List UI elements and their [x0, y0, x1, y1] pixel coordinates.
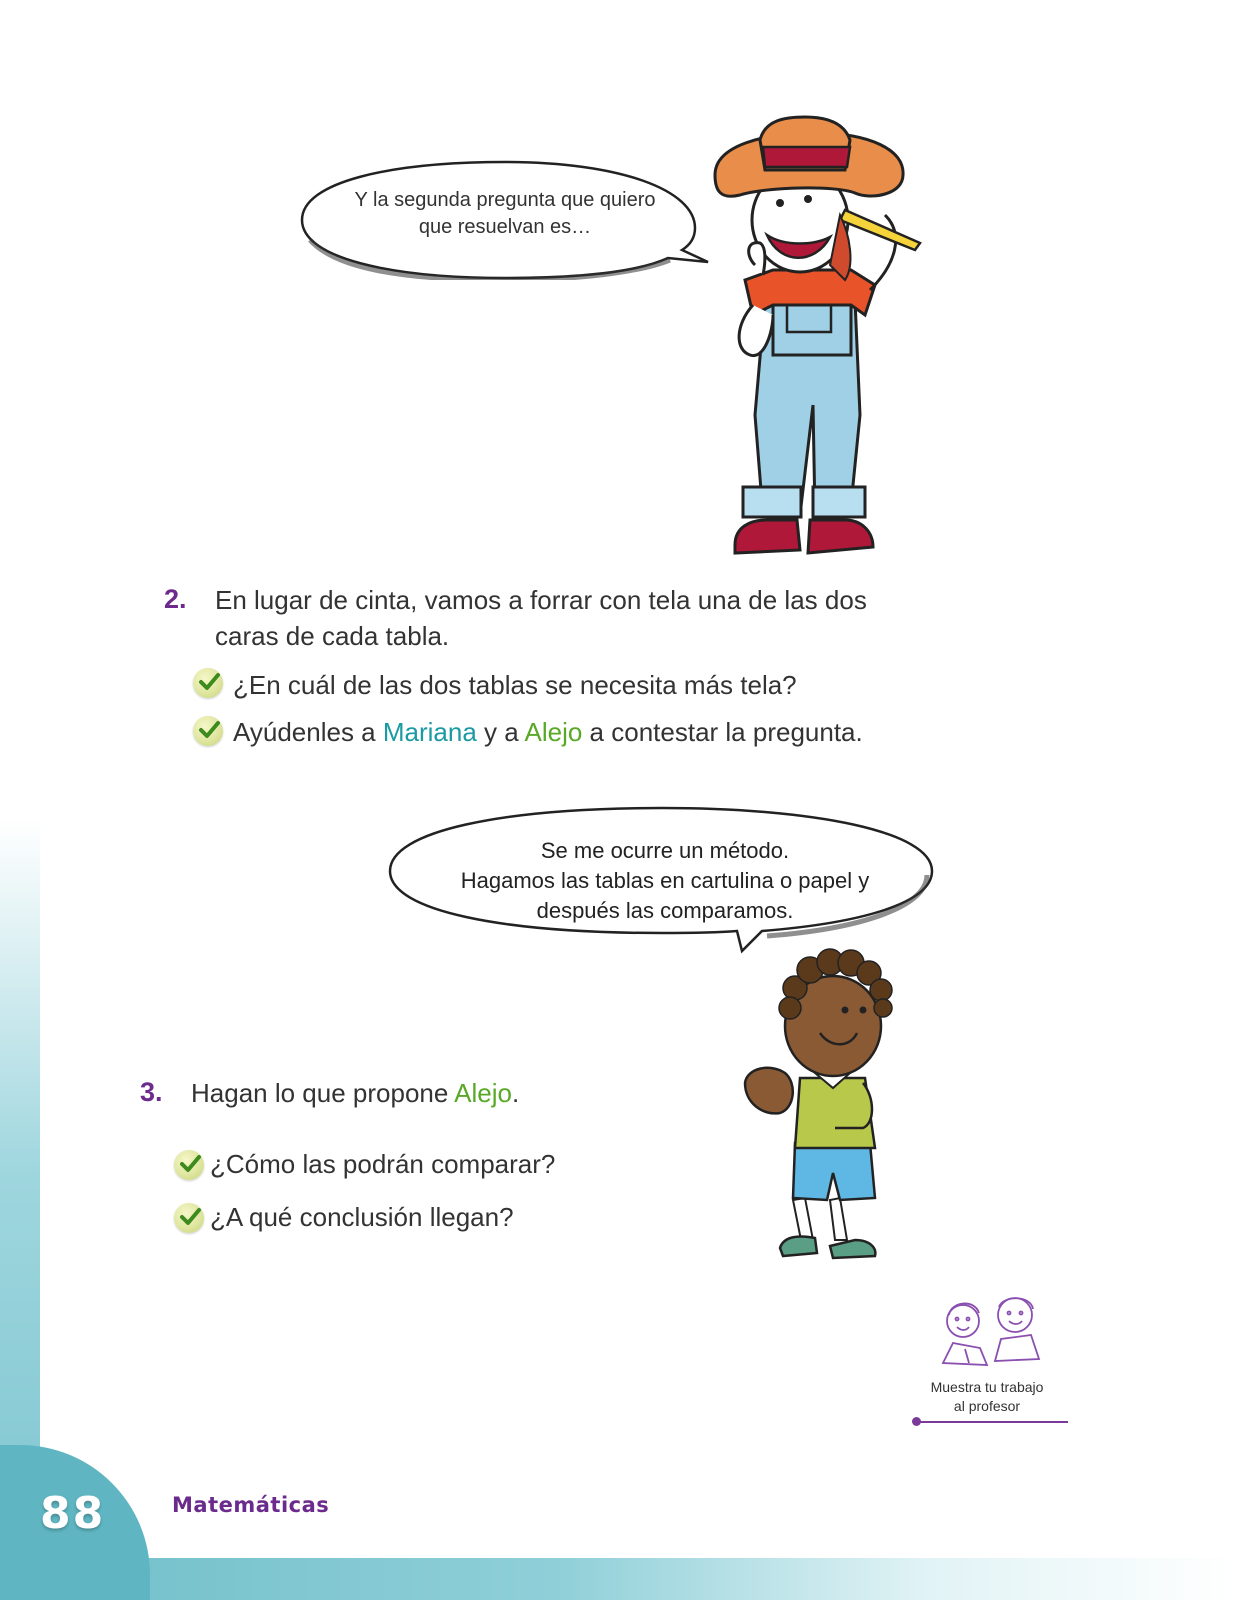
- subject-label: Matemáticas: [172, 1493, 330, 1517]
- exercise-2-number: 2.: [164, 584, 187, 614]
- speech-bubble-2-text: [425, 836, 905, 926]
- bubble1-line2: que resuelvan es…: [418, 216, 592, 238]
- exercise-3-question-2: ¿A qué conclusión llegan?: [210, 1202, 514, 1232]
- stamp-line1: Muestra tu trabajo: [930, 1379, 1044, 1395]
- q2-text-b: y a: [476, 717, 525, 747]
- stamp-underline: [918, 1421, 1068, 1423]
- stamp-line2: al profesor: [953, 1398, 1021, 1414]
- name-alejo: Alejo: [524, 717, 583, 747]
- bottom-gradient-band: [0, 1558, 1236, 1600]
- exercise-2-line1: En lugar de cinta, vamos a forrar con tela una de las dos: [215, 585, 867, 615]
- page-number: 88: [40, 1488, 106, 1539]
- exercise-3-number: 3.: [140, 1077, 163, 1107]
- exercise-3-question-1: ¿Cómo las podrán comparar?: [210, 1149, 556, 1179]
- speech-bubble-1-text: [330, 187, 680, 241]
- exercise-2-statement: [215, 582, 915, 654]
- show-work-label: [912, 1378, 1062, 1416]
- name-alejo-ex3: Alejo: [454, 1078, 512, 1108]
- checkmark-icon: [174, 1203, 204, 1233]
- exercise-2-line2: caras de cada tabla.: [215, 621, 450, 651]
- ex3-text-b: .: [511, 1078, 520, 1108]
- name-mariana: Mariana: [382, 717, 477, 747]
- checkmark-icon: [193, 716, 223, 746]
- checkmark-icon: [174, 1150, 204, 1180]
- bubble2-line2: Hagamos las tablas en cartulina o papel y: [460, 868, 870, 893]
- bubble2-line3: después las comparamos.: [536, 898, 794, 923]
- checkmark-icon: [193, 668, 223, 698]
- bubble1-line1: Y la segunda pregunta que quiero: [354, 189, 656, 211]
- bubble2-line1: Se me ocurre un método.: [540, 838, 790, 863]
- q2-text-c: a contestar la pregunta.: [582, 717, 863, 747]
- exercise-2-question-1: ¿En cuál de las dos tablas se necesita más tela?: [233, 670, 797, 700]
- exercise-2-question-2: [233, 714, 863, 750]
- curly-hair-boy-illustration: [735, 948, 905, 1268]
- boy-with-hat-illustration: [705, 115, 935, 565]
- ex3-text-a: Hagan lo que propone: [191, 1078, 455, 1108]
- students-sketch-icon: [935, 1293, 1050, 1373]
- q2-text-a: Ayúdenles a: [233, 717, 383, 747]
- exercise-3-statement: [191, 1075, 519, 1111]
